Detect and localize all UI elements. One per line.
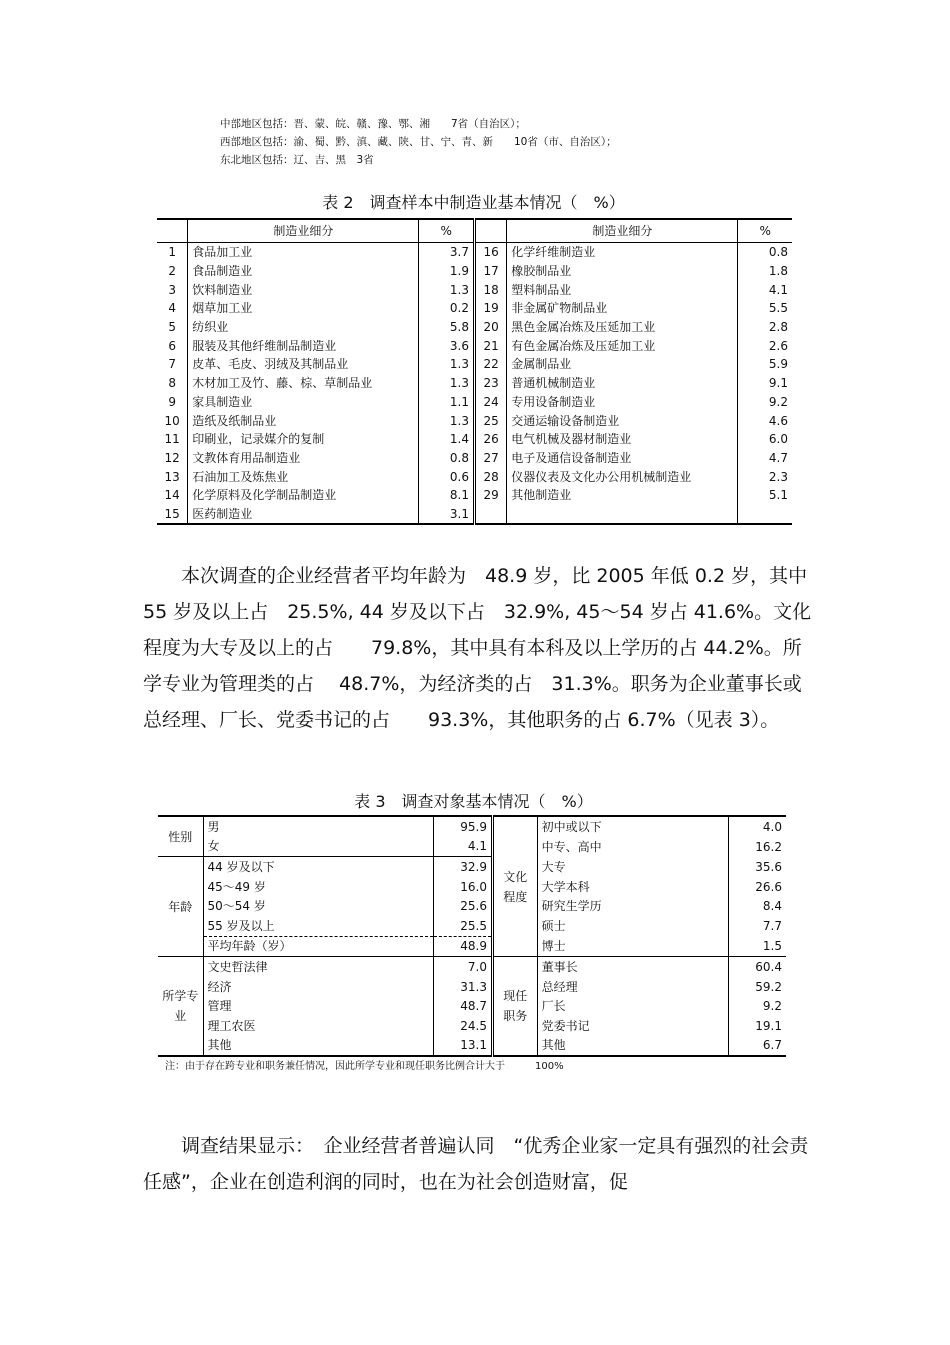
group-age: 年龄	[158, 857, 203, 957]
cell-name: 造纸及纸制品业	[188, 411, 419, 430]
table-row	[158, 957, 786, 977]
cell-no2: 28	[474, 467, 506, 486]
row-label: 经济	[203, 977, 434, 997]
cell-pct: 0.2	[419, 299, 475, 318]
cell-no: 7	[168, 357, 176, 372]
row-value: 25.6	[434, 896, 493, 916]
cell-pct2: 0.8	[738, 243, 792, 262]
row-value-2: 19.1	[729, 1016, 786, 1036]
cell-name2: 交通运输设备制造业	[507, 411, 738, 430]
table-row	[157, 411, 792, 430]
table-row	[157, 374, 792, 393]
note-central: 中部地区包括：晋、蒙、皖、赣、豫、鄂、湘 7省（自治区）；	[220, 118, 526, 130]
cell-pct2: 2.6	[738, 336, 792, 355]
table-row	[158, 996, 786, 1016]
header-subsector-2: 制造业细分	[507, 219, 738, 243]
row-value-2: 26.6	[729, 877, 786, 897]
row-label: 55 岁及以上	[203, 916, 434, 936]
cell-pct: 1.4	[419, 430, 475, 449]
table-row	[158, 837, 786, 857]
cell-no2: 21	[474, 336, 506, 355]
row-label-2: 中专、高中	[537, 837, 729, 857]
cell-name2: 有色金属冶炼及压延加工业	[507, 336, 738, 355]
row-label: 50～54 岁	[203, 896, 434, 916]
cell-no: 15	[164, 506, 180, 521]
table-row	[157, 243, 792, 262]
row-value: 13.1	[434, 1036, 493, 1057]
cell-name2: 普通机械制造业	[507, 374, 738, 393]
cell-pct: 1.9	[419, 262, 475, 281]
cell-no: 3	[168, 282, 176, 297]
row-label-2: 大学本科	[537, 877, 729, 897]
cell-name2: 仪器仪表及文化办公用机械制造业	[507, 467, 738, 486]
cell-name: 印刷业，记录媒介的复制	[188, 430, 419, 449]
cell-name2: 金属制品业	[507, 355, 738, 374]
table-row	[158, 877, 786, 897]
cell-no2: 25	[474, 411, 506, 430]
row-label-2: 党委书记	[537, 1016, 729, 1036]
row-value: 31.3	[434, 977, 493, 997]
row-label-2: 厂长	[537, 996, 729, 1016]
cell-pct: 1.1	[419, 393, 475, 412]
row-label-2: 博士	[537, 936, 729, 957]
note-northeast: 东北地区包括：辽、吉、黑 3省	[220, 154, 374, 166]
row-value-2: 4.0	[729, 816, 786, 837]
table-row	[157, 262, 792, 281]
row-value: 48.7	[434, 996, 493, 1016]
cell-no2: 20	[474, 318, 506, 337]
cell-no2: 27	[474, 449, 506, 468]
table-row	[157, 393, 792, 412]
row-label: 男	[203, 816, 434, 837]
table-row	[157, 355, 792, 374]
cell-name: 皮革、毛皮、羽绒及其制品业	[188, 355, 419, 374]
cell-pct2	[738, 505, 792, 525]
cell-name: 饮料制造业	[188, 280, 419, 299]
header-percent: %	[419, 219, 475, 243]
cell-name2: 塑料制品业	[507, 280, 738, 299]
row-value: 24.5	[434, 1016, 493, 1036]
cell-no2: 19	[474, 299, 506, 318]
cell-pct2: 9.2	[738, 393, 792, 412]
cell-no2: 24	[474, 393, 506, 412]
cell-name2: 专用设备制造业	[507, 393, 738, 412]
row-label-2: 硕士	[537, 916, 729, 936]
respondent-table	[158, 815, 786, 1057]
table-row	[158, 936, 786, 957]
cell-no: 4	[168, 301, 176, 316]
cell-name2: 电子及通信设备制造业	[507, 449, 738, 468]
cell-no: 9	[168, 394, 176, 409]
cell-name: 服装及其他纤维制品制造业	[188, 336, 419, 355]
row-value: 32.9	[434, 857, 493, 877]
row-label: 其他	[203, 1036, 434, 1057]
row-value: 95.9	[434, 816, 493, 837]
paragraph-survey-results: 调查结果显示： 企业经营者普遍认同 “优秀企业家一定具有强烈的社会责任感”，企业在创造利润的同时，也在为社会创造财富，促	[143, 1135, 809, 1193]
cell-no2	[474, 505, 506, 525]
cell-pct: 5.8	[419, 318, 475, 337]
cell-pct: 0.6	[419, 467, 475, 486]
row-label-2: 其他	[537, 1036, 729, 1057]
cell-pct: 1.3	[419, 374, 475, 393]
cell-pct: 3.6	[419, 336, 475, 355]
table-row	[158, 857, 786, 877]
header-percent-2: %	[738, 219, 792, 243]
row-label: 理工农医	[203, 1016, 434, 1036]
cell-pct2: 1.8	[738, 262, 792, 281]
cell-pct: 1.3	[419, 280, 475, 299]
row-label-2: 大专	[537, 857, 729, 877]
row-value: 16.0	[434, 877, 493, 897]
cell-no2: 29	[474, 486, 506, 505]
cell-name2: 其他制造业	[507, 486, 738, 505]
cell-no2: 26	[474, 430, 506, 449]
cell-no: 12	[164, 450, 180, 465]
group-position: 现任职务	[492, 957, 537, 1056]
row-value-2: 59.2	[729, 977, 786, 997]
cell-name: 石油加工及炼焦业	[188, 467, 419, 486]
cell-pct: 1.3	[419, 411, 475, 430]
row-value-2: 6.7	[729, 1036, 786, 1057]
table-row	[157, 280, 792, 299]
table-row	[158, 1016, 786, 1036]
cell-pct2: 5.5	[738, 299, 792, 318]
row-value-2: 60.4	[729, 957, 786, 977]
row-label: 女	[203, 837, 434, 857]
cell-no2: 16	[474, 243, 506, 262]
cell-name: 文教体育用品制造业	[188, 449, 419, 468]
cell-pct2: 4.1	[738, 280, 792, 299]
cell-name: 烟草加工业	[188, 299, 419, 318]
table-row	[157, 505, 792, 525]
row-label: 45～49 岁	[203, 877, 434, 897]
region-notes	[220, 115, 617, 169]
cell-name2: 电气机械及器材制造业	[507, 430, 738, 449]
cell-no: 14	[164, 488, 180, 503]
paragraph-survey-profile: 本次调查的企业经营者平均年龄为 48.9 岁，比 2005 年低 0.2 岁，其中 55 岁及以上占 25.5%, 44 岁及以下占 32.9%, 45～54 岁占 41.6%。文化程度为大专及以上的占 79.8%，其中具有本科及以上学历的占 44.2%。所学专业为管理类的占 48.7%，为经济类的占 31.3%。职务为企业董事长或总经理、厂长、党委书记的占 93.3%，其他职务的占 6.7%（见表 3）。	[143, 565, 812, 731]
group-education: 文化程度	[492, 816, 537, 957]
cell-pct: 0.8	[419, 449, 475, 468]
cell-name2: 非金属矿物制品业	[507, 299, 738, 318]
cell-no: 6	[168, 338, 176, 353]
cell-no: 13	[164, 469, 180, 484]
cell-name2: 黑色金属冶炼及压延加工业	[507, 318, 738, 337]
cell-no: 5	[168, 320, 176, 335]
row-value: 4.1	[434, 837, 493, 857]
cell-pct2: 6.0	[738, 430, 792, 449]
table-row	[158, 916, 786, 936]
cell-name: 食品制造业	[188, 262, 419, 281]
manufacturing-table	[157, 218, 792, 525]
row-label: 平均年龄（岁）	[203, 936, 434, 957]
cell-pct2: 5.1	[738, 486, 792, 505]
cell-no2: 23	[474, 374, 506, 393]
table-row	[158, 977, 786, 997]
cell-no2: 22	[474, 355, 506, 374]
cell-pct2: 2.8	[738, 318, 792, 337]
cell-pct2: 4.7	[738, 449, 792, 468]
row-label-2: 初中或以下	[537, 816, 729, 837]
row-label-2: 研究生学历	[537, 896, 729, 916]
cell-name: 纺织业	[188, 318, 419, 337]
header-subsector: 制造业细分	[188, 219, 419, 243]
cell-name: 化学原料及化学制品制造业	[188, 486, 419, 505]
cell-no: 1	[168, 245, 176, 260]
cell-name2	[507, 505, 738, 525]
table-header-row	[157, 219, 792, 243]
table-row	[157, 318, 792, 337]
row-value: 25.5	[434, 916, 493, 936]
row-value-2: 8.4	[729, 896, 786, 916]
row-label-2: 董事长	[537, 957, 729, 977]
cell-no: 2	[168, 264, 176, 279]
cell-pct2: 5.9	[738, 355, 792, 374]
table3-note: 注：由于存在跨专业和职务兼任情况，因此所学专业和现任职务比例合计大于 100%	[165, 1061, 564, 1072]
group-gender: 性别	[168, 829, 193, 844]
cell-pct: 3.1	[419, 505, 475, 525]
cell-name: 医药制造业	[188, 505, 419, 525]
cell-no2: 17	[474, 262, 506, 281]
cell-no: 8	[168, 376, 176, 391]
table-row	[157, 336, 792, 355]
row-label: 44 岁及以下	[203, 857, 434, 877]
cell-pct: 8.1	[419, 486, 475, 505]
cell-no2: 18	[474, 280, 506, 299]
row-value: 7.0	[434, 957, 493, 977]
row-value-2: 9.2	[729, 996, 786, 1016]
table-row	[157, 467, 792, 486]
cell-pct2: 4.6	[738, 411, 792, 430]
table-row	[157, 299, 792, 318]
row-label-2: 总经理	[537, 977, 729, 997]
table-row	[158, 1036, 786, 1057]
row-value-2: 35.6	[729, 857, 786, 877]
row-value-2: 7.7	[729, 916, 786, 936]
cell-name: 食品加工业	[188, 243, 419, 262]
row-value: 48.9	[434, 936, 493, 957]
cell-name: 木材加工及竹、藤、棕、草制品业	[188, 374, 419, 393]
row-label: 文史哲法律	[203, 957, 434, 977]
row-label: 管理	[203, 996, 434, 1016]
cell-pct: 3.7	[419, 243, 475, 262]
row-value-2: 16.2	[729, 837, 786, 857]
cell-pct2: 9.1	[738, 374, 792, 393]
table-row	[157, 449, 792, 468]
table-row	[158, 816, 786, 837]
table-row	[157, 430, 792, 449]
table3-caption: 表 3 调查对象基本情况（ %）	[354, 792, 593, 811]
cell-name2: 橡胶制品业	[507, 262, 738, 281]
cell-pct: 1.3	[419, 355, 475, 374]
cell-name2: 化学纤维制造业	[507, 243, 738, 262]
cell-pct2: 2.3	[738, 467, 792, 486]
cell-no: 11	[164, 432, 180, 447]
row-value-2: 1.5	[729, 936, 786, 957]
table2-caption: 表 2 调查样本中制造业基本情况（ %）	[322, 193, 625, 212]
cell-no: 10	[164, 413, 180, 428]
cell-name: 家具制造业	[188, 393, 419, 412]
table-row	[158, 896, 786, 916]
table-row	[157, 486, 792, 505]
group-major: 所学专业	[158, 957, 203, 1056]
note-west: 西部地区包括：渝、蜀、黔、滇、藏、陕、甘、宁、青、新 10省（市、自治区）；	[220, 136, 617, 148]
